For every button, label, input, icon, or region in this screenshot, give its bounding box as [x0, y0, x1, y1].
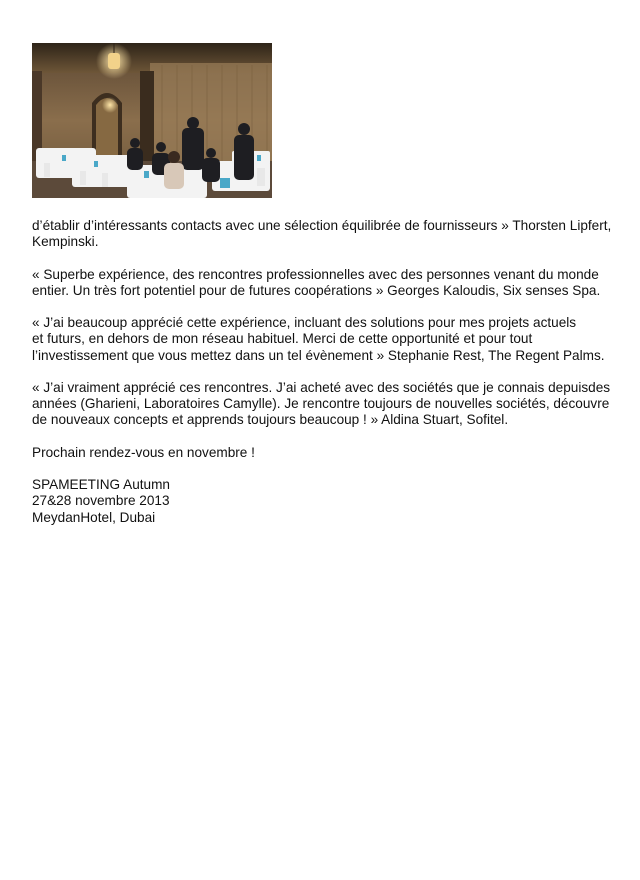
event-name: SPAMEETING Autumn: [32, 477, 170, 493]
paragraph-sofitel: [32, 380, 632, 429]
text-line: de nouveaux concepts et apprends toujours beaucoup ! » Aldina Stuart, Sofitel.: [32, 412, 509, 428]
paragraph-regent-palms: [32, 315, 632, 364]
paragraph-next-meeting: [32, 445, 632, 461]
text-line: Prochain rendez-vous en novembre !: [32, 444, 255, 460]
text-line: « J’ai beaucoup apprécié cette expérience, incluant des solutions pour mes projets actuels: [32, 315, 577, 331]
text-line: Kempinski.: [32, 234, 99, 250]
paragraph-six-senses: [32, 267, 632, 299]
text-line: « J’ai vraiment apprécié ces rencontres. J’ai acheté avec des sociétés que je connais depuisdes: [32, 379, 611, 395]
text-line: « Superbe expérience, des rencontres professionnelles avec des personnes venant du monde: [32, 266, 599, 282]
paragraph-kempinski: [32, 218, 632, 250]
text-line: entier. Un très fort potentiel pour de futures coopérations » Georges Kaloudis, Six senses Spa.: [32, 282, 601, 298]
event-venue: MeydanHotel, Dubai: [32, 509, 156, 525]
text-line: d’établir d’intéressants contacts avec une sélection équilibrée de fournisseurs » Thorsten Lipfert,: [32, 218, 612, 233]
paragraph-event-details: [32, 477, 632, 526]
text-line: et futurs, en dehors de mon réseau habituel. Merci de cette opportunité et pour tout: [32, 331, 533, 347]
testimonials-text: [32, 218, 632, 542]
event-date: 27&28 novembre 2013: [32, 493, 170, 509]
text-line: l’investissement que vous mettez dans un tel évènement » Stephanie Rest, The Regent Palms.: [32, 347, 605, 363]
conference-room-photo: [32, 43, 272, 198]
text-line: années (Gharieni, Laboratoires Camylle). Je rencontre toujours de nouvelles sociétés, découvre: [32, 396, 610, 412]
